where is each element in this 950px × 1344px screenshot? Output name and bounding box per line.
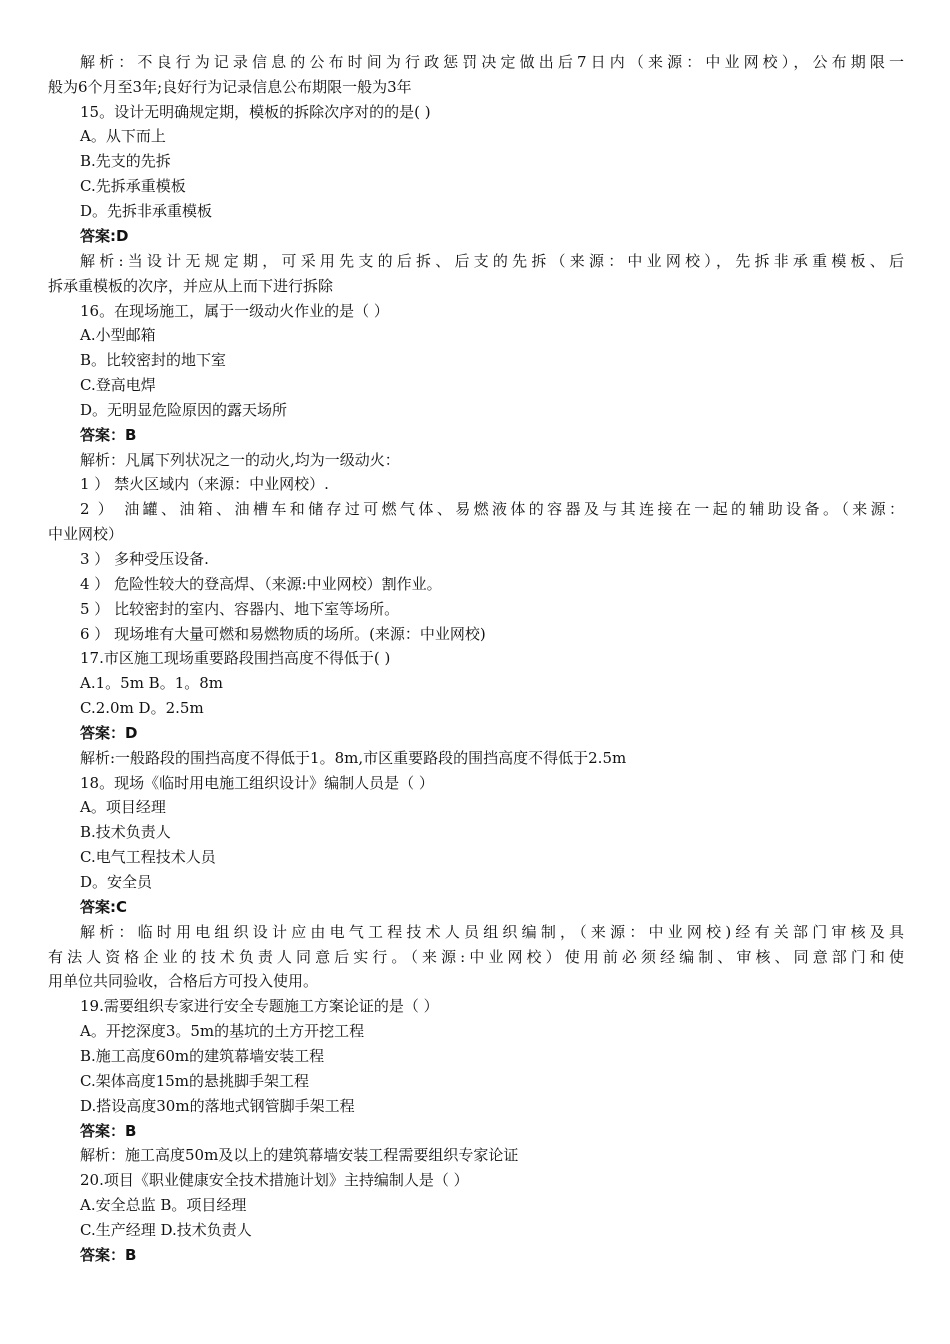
option-line: C.2.0m D。2.5m (80, 699, 204, 717)
option-line: B.施工高度60m的建筑幕墙安装工程 (80, 1047, 325, 1065)
text-line: 解析:一般路段的围挡高度不得低于1。8m,市区重要路段的围挡高度不得低于2.5m (80, 749, 627, 767)
text-line: 解析:当设计无规定期，可采用先支的后拆、后支的先拆（来源：中业网校），先拆非承重模板、后 (80, 252, 904, 270)
text-line: 6 ） 现场堆有大量可燃和易燃物质的场所。(来源：中业网校) (80, 625, 486, 643)
text-line: 3 ） 多种受压设备. (80, 550, 209, 568)
text-line: 中业网校） (48, 525, 124, 543)
option-line: A。项目经理 (80, 798, 166, 816)
option-line: C.生产经理 D.技术负责人 (80, 1221, 252, 1239)
option-line: A。开挖深度3。5m的基坑的土方开挖工程 (80, 1022, 365, 1040)
text-line: 4 ） 危险性较大的登高焊、（来源:中业网校）割作业。 (80, 575, 442, 593)
answer-line: 答案：D (80, 724, 138, 742)
option-line: A.1。5m B。1。8m (80, 674, 224, 692)
question-title: 18。现场《临时用电施工组织设计》编制人员是（ ） (80, 774, 434, 792)
question-title: 15。设计无明确规定期，模板的拆除次序对的的是( ) (80, 103, 431, 121)
text-line: 有法人资格企业的技术负责人同意后实行。（来源:中业网校）使用前必须经编制、审核、同意部门和使 (48, 948, 904, 966)
text-line: 解析：凡属下列状况之一的动火,均为一级动火： (80, 451, 400, 469)
text-line: 解析：施工高度50m及以上的建筑幕墙安装工程需要组织专家论证 (80, 1146, 519, 1164)
option-line: C.登高电焊 (80, 376, 156, 394)
option-line: D.搭设高度30m的落地式钢管脚手架工程 (80, 1097, 355, 1115)
question-title: 20.项目《职业健康安全技术措施计划》主持编制人是（ ） (80, 1171, 469, 1189)
text-line: 般为6个月至3年;良好行为记录信息公布期限一般为3年 (48, 78, 412, 96)
answer-line: 答案:D (80, 227, 129, 245)
option-line: A。从下而上 (80, 127, 166, 145)
option-line: D。先拆非承重模板 (80, 202, 213, 220)
question-title: 17.市区施工现场重要路段围挡高度不得低于( ) (80, 649, 391, 667)
option-line: C.先拆承重模板 (80, 177, 186, 195)
text-line: 1 ） 禁火区域内（来源：中业网校）. (80, 475, 329, 493)
option-line: B。比较密封的地下室 (80, 351, 227, 369)
question-title: 16。在现场施工，属于一级动火作业的是（ ） (80, 302, 389, 320)
answer-line: 答案：B (80, 1246, 137, 1264)
option-line: C.电气工程技术人员 (80, 848, 216, 866)
option-line: D。安全员 (80, 873, 153, 891)
question-title: 19.需要组织专家进行安全专题施工方案论证的是（ ） (80, 997, 439, 1015)
answer-line: 答案：B (80, 1122, 137, 1140)
option-line: B.技术负责人 (80, 823, 171, 841)
option-line: A.安全总监 B。项目经理 (80, 1196, 247, 1214)
option-line: D。无明显危险原因的露天场所 (80, 401, 288, 419)
text-line: 解析：不良行为记录信息的公布时间为行政惩罚决定做出后7日内（来源：中业网校），公布期限一 (80, 53, 904, 71)
text-line: 2 ） 油罐、油箱、油槽车和储存过可燃气体、易燃液体的容器及与其连接在一起的辅助设备。（来源： (80, 500, 904, 518)
option-line: C.架体高度15m的悬挑脚手架工程 (80, 1072, 310, 1090)
option-line: B.先支的先拆 (80, 152, 171, 170)
option-line: A.小型邮箱 (80, 326, 156, 344)
answer-line: 答案:C (80, 898, 128, 916)
answer-line: 答案：B (80, 426, 137, 444)
text-line: 用单位共同验收，合格后方可投入使用。 (48, 972, 319, 990)
text-line: 拆承重模板的次序，并应从上而下进行拆除 (48, 277, 334, 295)
text-line: 解析：临时用电组织设计应由电气工程技术人员组织编制，（来源：中业网校)经有关部门审核及具 (80, 923, 904, 941)
text-line: 5 ） 比较密封的室内、容器内、地下室等场所。 (80, 600, 400, 618)
